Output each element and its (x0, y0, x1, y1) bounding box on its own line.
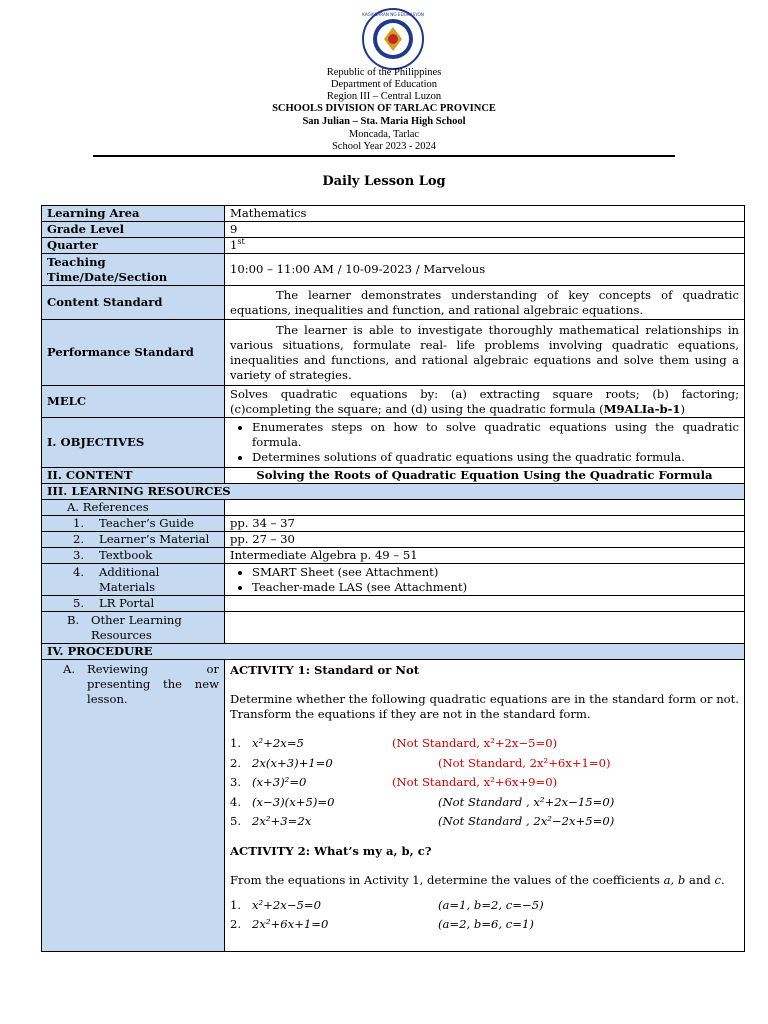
other-resources-label (42, 612, 225, 644)
grade-level-value: 9 (225, 222, 745, 238)
grade-level-label: Grade Level (42, 222, 225, 238)
teachers-guide-label (42, 516, 225, 532)
lr-portal-value (225, 596, 745, 612)
row-content-standard (42, 286, 745, 320)
teachers-guide-text: Teacher’s Guide (99, 516, 195, 530)
quarter-value (225, 238, 745, 254)
lr-portal-text: LR Portal (99, 596, 155, 610)
references-label (42, 500, 225, 516)
row-teaching-time (42, 254, 745, 286)
row-quarter (42, 238, 745, 254)
lr-portal-label (42, 596, 225, 612)
equation: x²+2x=5 (252, 736, 304, 750)
row-procedure-a (42, 660, 745, 952)
header-department: Department of Education (330, 79, 438, 90)
answer: (a=2, b=6, c=1) (438, 917, 534, 931)
row-learning-resources (42, 484, 745, 500)
header-school-year: School Year 2023 - 2024 (331, 141, 437, 152)
header-divider (93, 155, 675, 157)
objectives-value (225, 418, 745, 468)
melc-close: ) (680, 401, 686, 416)
header-division: SCHOOLS DIVISION OF TARLAC PROVINCE (272, 103, 496, 114)
lr-portal-num: 5. (73, 596, 85, 610)
row-melc (42, 386, 745, 418)
teachers-guide-value: pp. 34 – 37 (225, 516, 745, 532)
row-grade-level (42, 222, 745, 238)
answer: (Not Standard, 2x²+6x+1=0) (438, 755, 611, 770)
activity2-instruction-text: From the equations in Activity 1, determine the values of the coefficients (230, 872, 664, 887)
header-country: Republic of the Philippines (326, 67, 442, 78)
equation: x²+2x−5=0 (252, 897, 321, 912)
quarter-label: Quarter (42, 238, 225, 254)
row-lr-portal (42, 596, 745, 612)
item-number: 4. (230, 794, 242, 809)
row-textbook (42, 548, 745, 564)
activity1-item (230, 775, 739, 795)
references-text: A. References (67, 500, 149, 514)
procedure-label: IV. PROCEDURE (42, 644, 745, 660)
lesson-log-table (41, 205, 745, 952)
textbook-text: Textbook (99, 548, 153, 562)
row-teachers-guide (42, 516, 745, 532)
additional-materials-value (225, 564, 745, 596)
equation: 2x²+3=2x (252, 814, 312, 828)
row-additional-materials (42, 564, 745, 596)
procedure-a-content (225, 660, 745, 952)
row-content (42, 468, 745, 484)
answer: (Not Standard , 2x²−2x+5=0) (438, 814, 615, 828)
textbook-num: 3. (73, 548, 85, 562)
additional-item: • Teacher-made LAS (see Attachment) (252, 580, 739, 595)
answer: (Not Standard , x²+2x−15=0) (438, 794, 615, 809)
activity1-item (230, 814, 739, 834)
row-procedure (42, 644, 745, 660)
learners-material-value: pp. 27 – 30 (225, 532, 745, 548)
activity2-item (230, 898, 739, 918)
equation: 2x(x+3)+1=0 (252, 755, 333, 770)
quarter-suffix: st (237, 237, 245, 247)
row-other-resources (42, 612, 745, 644)
learning-area-label: Learning Area (42, 206, 225, 222)
content-value: Solving the Roots of Quadratic Equation Using the Quadratic Formula (225, 468, 745, 484)
textbook-value: Intermediate Algebra p. 49 – 51 (225, 548, 745, 564)
teaching-time-value: 10:00 – 11:00 AM / 10-09-2023 / Marvelous (225, 254, 745, 286)
row-learning-area (42, 206, 745, 222)
content-standard-value: The learner demonstrates understanding of key concepts of quadratic equations, inequalities and function, and rational algebraic equations. (225, 286, 745, 320)
item-number: 1. (230, 736, 242, 750)
answer: (a=1, b=2, c=−5) (438, 897, 544, 912)
header-school: San Julian – Sta. Maria High School (302, 116, 466, 127)
svg-text:KAGAWARAN NG EDUKASYON: KAGAWARAN NG EDUKASYON (362, 12, 424, 17)
learners-material-num: 2. (73, 532, 85, 546)
teachers-guide-num: 1. (73, 516, 85, 530)
melc-label: MELC (42, 386, 225, 418)
procedure-a-text: Reviewing or presenting the new lesson. (87, 662, 219, 706)
objective-item: • Determines solutions of quadratic equations using the quadratic formula. (252, 450, 739, 465)
header-town: Moncada, Tarlac (348, 129, 420, 140)
performance-standard-value: The learner is able to investigate thoroughly mathematical relationships in various situations, formulate real- life problems involving quadratic equations, inequalities and functions, and rational algebraic equations and solve them using a variety of strategies. (225, 320, 745, 386)
activity2-item (230, 917, 739, 937)
item-number: 5. (230, 814, 242, 828)
activity2-vars: a, b (663, 872, 686, 887)
content-label: II. CONTENT (42, 468, 225, 484)
melc-code: M9ALIa-b-1 (603, 401, 681, 416)
objective-item: • Enumerates steps on how to solve quadratic equations using the quadratic formula. (252, 420, 739, 450)
equation: 2x²+6x+1=0 (252, 917, 329, 931)
item-number: 3. (230, 775, 242, 789)
other-resources-text: Other Learning Resources (91, 612, 182, 642)
equation: (x+3)²=0 (252, 775, 307, 789)
item-number: 2. (230, 917, 242, 931)
activity1-item (230, 795, 739, 815)
other-resources-value (225, 612, 745, 644)
activity1-item (230, 736, 739, 756)
content-standard-label: Content Standard (42, 286, 225, 320)
procedure-a-label (42, 660, 225, 952)
learners-material-label (42, 532, 225, 548)
document-title: Daily Lesson Log (322, 174, 446, 189)
quarter-number: 1 (230, 238, 238, 252)
activity2-end: . (721, 872, 725, 887)
teaching-time-label: Teaching Time/Date/Section (42, 254, 225, 286)
activity2-var-c: c (714, 872, 722, 887)
row-learners-material (42, 532, 745, 548)
equation: (x−3)(x+5)=0 (252, 794, 335, 809)
other-resources-num: B. (67, 612, 80, 627)
activity1-title: ACTIVITY 1: Standard or Not (230, 663, 420, 677)
melc-value (225, 386, 745, 418)
answer: (Not Standard, x²+2x−5=0) (392, 736, 558, 750)
deped-seal-logo (362, 8, 424, 70)
additional-item: • SMART Sheet (see Attachment) (252, 565, 739, 580)
learners-material-text: Learner’s Material (99, 532, 210, 546)
activity2-instruction (230, 873, 739, 888)
learning-area-value: Mathematics (225, 206, 745, 222)
header-region: Region III – Central Luzon (326, 91, 442, 102)
performance-standard-label: Performance Standard (42, 320, 225, 386)
learning-resources-label: III. LEARNING RESOURCES (42, 484, 745, 500)
row-objectives (42, 418, 745, 468)
additional-text: Additional Materials (99, 564, 160, 594)
objectives-label: I. OBJECTIVES (42, 418, 225, 468)
melc-text: Solves quadratic equations by: (a) extracting square roots; (b) factoring; (c)completing the square; and (d) using the quadratic formula ( (230, 386, 739, 416)
activity2-and: and (685, 872, 715, 887)
item-number: 2. (230, 755, 242, 770)
answer: (Not Standard, x²+6x+9=0) (392, 775, 558, 789)
row-performance-standard (42, 320, 745, 386)
activity1-item (230, 756, 739, 776)
item-number: 1. (230, 897, 242, 912)
textbook-label (42, 548, 225, 564)
activity2-title: ACTIVITY 2: What’s my a, b, c? (230, 843, 432, 858)
additional-materials-label (42, 564, 225, 596)
row-references (42, 500, 745, 516)
activity1-instruction: Determine whether the following quadratic equations are in the standard form or not. Transform the equations if they are not in the standard form. (230, 692, 739, 721)
references-value (225, 500, 745, 516)
additional-num: 4. (73, 564, 85, 579)
procedure-a-num: A. (63, 662, 76, 676)
